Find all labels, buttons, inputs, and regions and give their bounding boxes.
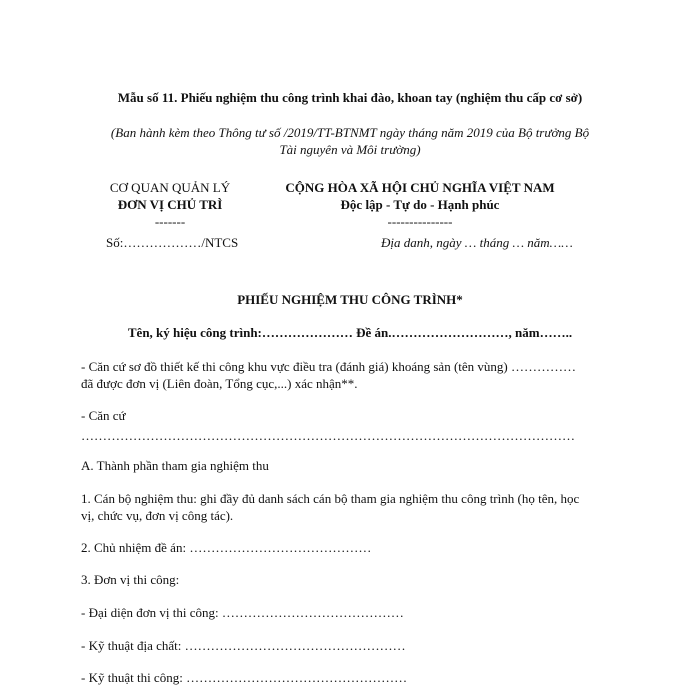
right-header bbox=[270, 179, 570, 230]
basis-item-1-line-2: đã được đơn vị (Liên đoàn, Tổng cục,...) xác nhận**. bbox=[81, 376, 358, 391]
basis-section bbox=[81, 358, 621, 392]
item-2-project-manager: 2. Chủ nhiệm đề án: …………………………………… bbox=[81, 540, 372, 555]
item-1-line-2: vị, chức vụ, đơn vị công tác). bbox=[81, 508, 234, 523]
item-1 bbox=[81, 490, 621, 524]
issued-note-line-2: Tài nguyên và Môi trường) bbox=[279, 142, 421, 157]
form-number-title: Mẫu số 11. Phiếu nghiệm thu công trình khai đào, khoan tay (nghiệm thu cấp cơ sở) bbox=[117, 90, 583, 105]
construction-technician: - Kỹ thuật thi công: …………………………………………… bbox=[81, 670, 408, 685]
place-date: Địa danh, ngày … tháng … năm…… bbox=[381, 235, 573, 250]
item-3-construction-unit: 3. Đơn vị thi công: bbox=[81, 572, 180, 587]
basis-item-1-line-1: - Căn cứ sơ đồ thiết kế thi công khu vực điều tra (đánh giá) khoáng sản (tên vùng) …………… bbox=[81, 359, 576, 374]
document-number: Số:………………/NTCS bbox=[106, 235, 239, 250]
geology-technician: - Kỹ thuật địa chất: …………………………………………… bbox=[81, 638, 406, 653]
section-a-heading: A. Thành phần tham gia nghiệm thu bbox=[81, 458, 269, 473]
basis-item-2 bbox=[81, 406, 621, 446]
left-header bbox=[85, 179, 255, 230]
left-divider: ------- bbox=[154, 214, 186, 229]
host-unit: ĐƠN VỊ CHỦ TRÌ bbox=[117, 197, 223, 212]
managing-agency: CƠ QUAN QUẢN LÝ bbox=[109, 180, 231, 195]
issued-note-line-1: (Ban hành kèm theo Thông tư số /2019/TT-BTNMT ngày tháng năm 2019 của Bộ trưởng Bộ bbox=[110, 125, 590, 140]
construction-representative: - Đại diện đơn vị thi công: …………………………………… bbox=[81, 605, 404, 620]
national-title: CỘNG HÒA XÃ HỘI CHỦ NGHĨA VIỆT NAM bbox=[285, 180, 555, 195]
basis-item-2-line-1: - Căn cứ bbox=[81, 408, 126, 423]
document-title: PHIẾU NGHIỆM THU CÔNG TRÌNH* bbox=[237, 292, 463, 307]
issued-note bbox=[60, 124, 640, 158]
right-divider: --------------- bbox=[387, 214, 453, 229]
basis-item-2-line-2: …………………………………………………………………………………………………… bbox=[81, 428, 575, 443]
project-name-line: Tên, ký hiệu công trình:………………… Đề án.………………………, năm…….. bbox=[127, 325, 573, 340]
national-motto: Độc lập - Tự do - Hạnh phúc bbox=[340, 197, 500, 212]
item-1-line-1: 1. Cán bộ nghiệm thu: ghi đầy đủ danh sách cán bộ tham gia nghiệm thu công trình (họ tên, học bbox=[81, 491, 580, 506]
